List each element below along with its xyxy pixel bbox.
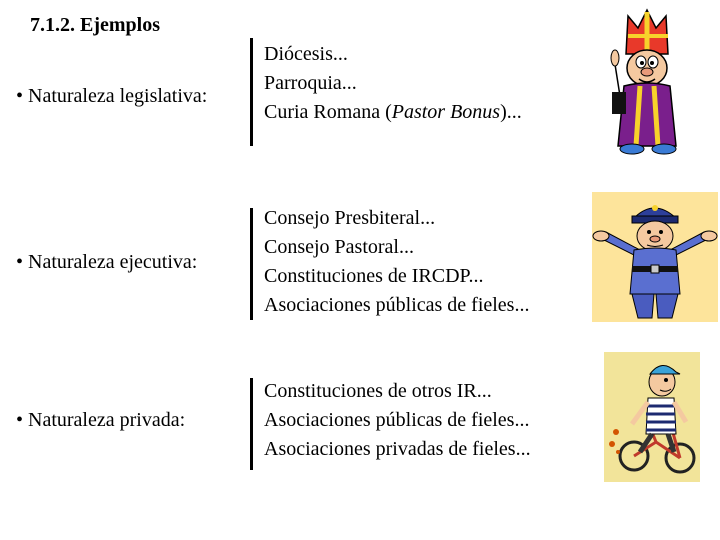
list-item: Parroquia... [264,72,357,94]
slide-title: 7.1.2. Ejemplos [30,14,160,36]
bracket-bar-ejecutiva [250,208,253,320]
list-item: Constituciones de IRCDP... [264,265,484,287]
list-item: Asociaciones privadas de fieles... [264,438,531,460]
policeman-cartoon-image [592,192,718,322]
list-item: Consejo Pastoral... [264,236,414,258]
list-legislativa [264,40,522,127]
bishop-cartoon-image [606,6,688,156]
label-legislativa: • Naturaleza legislativa: [16,85,208,107]
list-item: Diócesis... [264,43,348,65]
list-item: Constituciones de otros IR... [264,380,492,402]
list-item: Consejo Presbiteral... [264,207,436,229]
list-item: Asociaciones públicas de fieles... [264,294,530,316]
list-ejecutiva [264,204,529,320]
bracket-bar-privada [250,378,253,470]
bracket-bar-legislativa [250,38,253,146]
list-item: Curia Romana (Pastor Bonus)... [264,101,522,123]
list-privada [264,377,531,464]
list-item: Asociaciones públicas de fieles... [264,409,530,431]
cyclist-cartoon-image [604,352,700,482]
label-ejecutiva: • Naturaleza ejecutiva: [16,251,198,273]
label-privada: • Naturaleza privada: [16,409,186,431]
